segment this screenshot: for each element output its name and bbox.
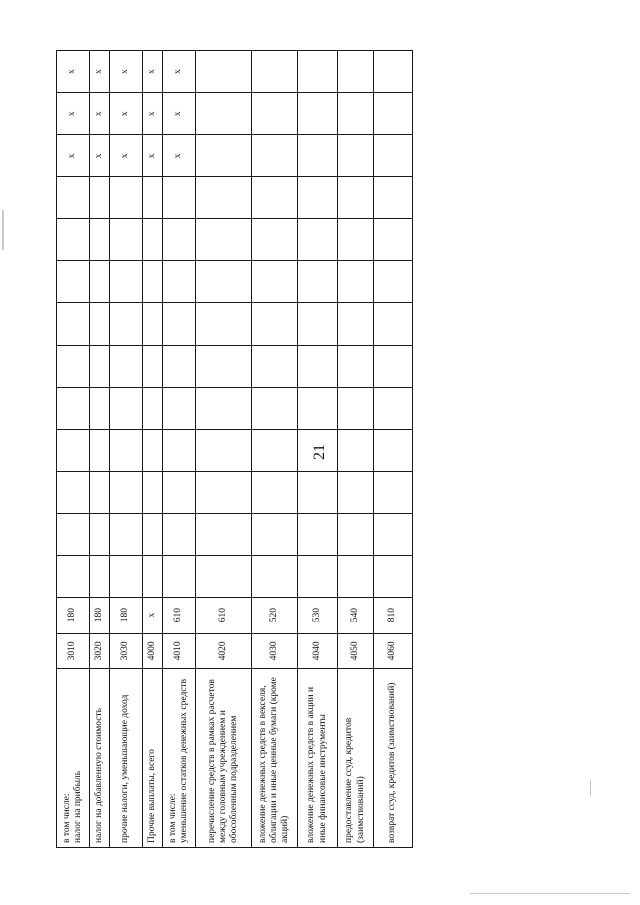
table-cell: [196, 303, 252, 345]
rotated-table-container: [56, 50, 412, 848]
row-code: 4040: [298, 633, 338, 669]
table-cell: x: [57, 135, 90, 177]
table-cell: [374, 135, 413, 177]
row-code: 3010: [57, 633, 90, 669]
row-classification-code: 540: [338, 597, 374, 633]
table-row: [57, 51, 90, 848]
table-cell: [163, 555, 196, 597]
row-indicator-name: налог на добавленную стоимость: [90, 669, 110, 848]
table-cell: [110, 513, 143, 555]
table-cell: x: [163, 135, 196, 177]
table-cell: x: [110, 93, 143, 135]
table-cell: [338, 135, 374, 177]
table-cell: [374, 513, 413, 555]
table-cell: [374, 177, 413, 219]
row-code: 4020: [196, 633, 252, 669]
table-row: [298, 51, 338, 848]
table-cell: [298, 471, 338, 513]
table-cell: [196, 513, 252, 555]
table-row: [374, 51, 413, 848]
row-classification-code: 530: [298, 597, 338, 633]
row-indicator-name: в том числе: уменьшение остатков денежных средств: [163, 669, 196, 848]
table-cell: [196, 261, 252, 303]
row-indicator-name: перечисление средств в рамках расчетов между головным учреждением и обособленным подразделением: [196, 669, 252, 848]
table-cell: [163, 303, 196, 345]
table-cell: [374, 93, 413, 135]
table-cell: [338, 51, 374, 93]
table-cell: [163, 429, 196, 471]
scan-edge-mark: [2, 210, 4, 250]
table-cell: [110, 261, 143, 303]
table-cell: [143, 177, 163, 219]
table-cell: [110, 429, 143, 471]
table-cell: [57, 387, 90, 429]
table-cell: [252, 555, 298, 597]
table-body: [57, 51, 413, 848]
table-cell: [90, 429, 110, 471]
table-cell: [163, 261, 196, 303]
table-cell: [196, 219, 252, 261]
table-cell: [298, 429, 338, 471]
table-cell: [110, 303, 143, 345]
table-cell: [143, 471, 163, 513]
table-cell: [374, 51, 413, 93]
table-cell: [110, 387, 143, 429]
table-cell: [374, 303, 413, 345]
table-row: [90, 51, 110, 848]
table-cell: [298, 345, 338, 387]
table-cell: [196, 555, 252, 597]
table-cell: x: [90, 93, 110, 135]
table-cell: [338, 303, 374, 345]
table-cell: [196, 93, 252, 135]
table-cell: [374, 471, 413, 513]
table-cell: [143, 261, 163, 303]
table-row: [196, 51, 252, 848]
row-indicator-name: прочие налоги, уменьшающие доход: [110, 669, 143, 848]
table-cell: [252, 93, 298, 135]
table-cell: [143, 513, 163, 555]
table-cell: [143, 303, 163, 345]
table-cell: [143, 387, 163, 429]
table-cell: x: [110, 135, 143, 177]
table-cell: x: [163, 51, 196, 93]
page-number: 21: [311, 444, 328, 460]
table-cell: [252, 345, 298, 387]
table-cell: x: [90, 51, 110, 93]
table-cell: [90, 513, 110, 555]
table-cell: [57, 429, 90, 471]
row-code: 4010: [163, 633, 196, 669]
table-cell: [90, 261, 110, 303]
row-indicator-name: предоставление ссуд, кредитов (заимствований): [338, 669, 374, 848]
table-cell: [57, 261, 90, 303]
row-code: 3020: [90, 633, 110, 669]
table-cell: [57, 219, 90, 261]
table-cell: [374, 555, 413, 597]
table-cell: [298, 51, 338, 93]
table-cell: x: [143, 93, 163, 135]
table-row: [110, 51, 143, 848]
table-cell: [252, 177, 298, 219]
table-cell: [110, 471, 143, 513]
row-classification-code: x: [143, 597, 163, 633]
table-cell: [252, 261, 298, 303]
table-cell: [338, 261, 374, 303]
table-cell: [196, 471, 252, 513]
row-indicator-name: в том числе: налог на прибыль: [57, 669, 90, 848]
table-cell: [338, 513, 374, 555]
table-cell: [298, 303, 338, 345]
table-cell: [252, 513, 298, 555]
table-cell: [110, 177, 143, 219]
table-cell: [57, 513, 90, 555]
table-cell: [298, 555, 338, 597]
table-cell: [338, 345, 374, 387]
table-cell: x: [57, 93, 90, 135]
table-cell: [374, 387, 413, 429]
table-cell: x: [110, 51, 143, 93]
table-cell: [374, 429, 413, 471]
row-classification-code: 180: [90, 597, 110, 633]
row-classification-code: 520: [252, 597, 298, 633]
table-cell: [196, 345, 252, 387]
table-cell: [90, 387, 110, 429]
table-cell: [163, 177, 196, 219]
table-cell: [163, 219, 196, 261]
budget-table: [56, 50, 413, 848]
table-cell: [143, 429, 163, 471]
table-cell: [163, 513, 196, 555]
table-cell: [252, 303, 298, 345]
table-cell: [90, 471, 110, 513]
table-cell: [90, 303, 110, 345]
table-cell: [196, 135, 252, 177]
row-classification-code: 180: [110, 597, 143, 633]
table-cell: [338, 93, 374, 135]
table-cell: [110, 555, 143, 597]
table-cell: x: [143, 135, 163, 177]
table-cell: [338, 555, 374, 597]
row-code: 4060: [374, 633, 413, 669]
table-cell: [298, 261, 338, 303]
table-cell: [338, 177, 374, 219]
table-cell: [374, 219, 413, 261]
table-cell: [252, 51, 298, 93]
row-classification-code: 810: [374, 597, 413, 633]
table-cell: [196, 51, 252, 93]
row-indicator-name: возврат ссуд, кредитов (заимствований): [374, 669, 413, 848]
table-cell: [298, 177, 338, 219]
table-cell: [90, 219, 110, 261]
table-cell: [57, 555, 90, 597]
table-cell: x: [143, 51, 163, 93]
table-cell: x: [90, 135, 110, 177]
table-cell: [163, 387, 196, 429]
row-classification-code: 610: [163, 597, 196, 633]
table-cell: [90, 177, 110, 219]
table-cell: [163, 471, 196, 513]
row-classification-code: 610: [196, 597, 252, 633]
table-cell: [196, 387, 252, 429]
table-cell: [57, 303, 90, 345]
table-cell: [57, 345, 90, 387]
row-indicator-name: вложение денежных средств в акции и иные финансовые инструменты: [298, 669, 338, 848]
table-cell: [90, 555, 110, 597]
table-cell: [252, 135, 298, 177]
row-code: 4030: [252, 633, 298, 669]
row-code: 4000: [143, 633, 163, 669]
table-cell: x: [163, 93, 196, 135]
row-code: 4050: [338, 633, 374, 669]
table-cell: [298, 135, 338, 177]
table-row: [163, 51, 196, 848]
table-cell: [252, 387, 298, 429]
table-cell: [252, 429, 298, 471]
table-cell: [143, 345, 163, 387]
row-classification-code: 180: [57, 597, 90, 633]
table-cell: [338, 219, 374, 261]
table-cell: [143, 219, 163, 261]
table-cell: [374, 261, 413, 303]
scan-edge-mark: [590, 780, 591, 796]
table-cell: [163, 345, 196, 387]
table-cell: [252, 471, 298, 513]
table-cell: [374, 345, 413, 387]
row-indicator-name: вложение денежных средств в векселя, облигации и иные ценные бумаги (кроме акций): [252, 669, 298, 848]
table-row: [143, 51, 163, 848]
table-cell: [57, 177, 90, 219]
table-cell: [143, 555, 163, 597]
table-cell: [252, 219, 298, 261]
table-cell: [298, 93, 338, 135]
table-cell: [110, 345, 143, 387]
table-cell: [338, 471, 374, 513]
scan-edge-mark: [470, 893, 630, 894]
table-row: [252, 51, 298, 848]
table-cell: [338, 387, 374, 429]
table-cell: [298, 387, 338, 429]
table-cell: [196, 429, 252, 471]
row-code: 3030: [110, 633, 143, 669]
table-cell: [90, 345, 110, 387]
table-cell: [298, 219, 338, 261]
table-cell: [196, 177, 252, 219]
row-indicator-name: Прочие выплаты, всего: [143, 669, 163, 848]
table-cell: [338, 429, 374, 471]
table-row: [338, 51, 374, 848]
table-cell: [298, 513, 338, 555]
table-frame: [56, 50, 412, 848]
table-cell: [110, 219, 143, 261]
table-cell: x: [57, 51, 90, 93]
table-cell: [57, 471, 90, 513]
